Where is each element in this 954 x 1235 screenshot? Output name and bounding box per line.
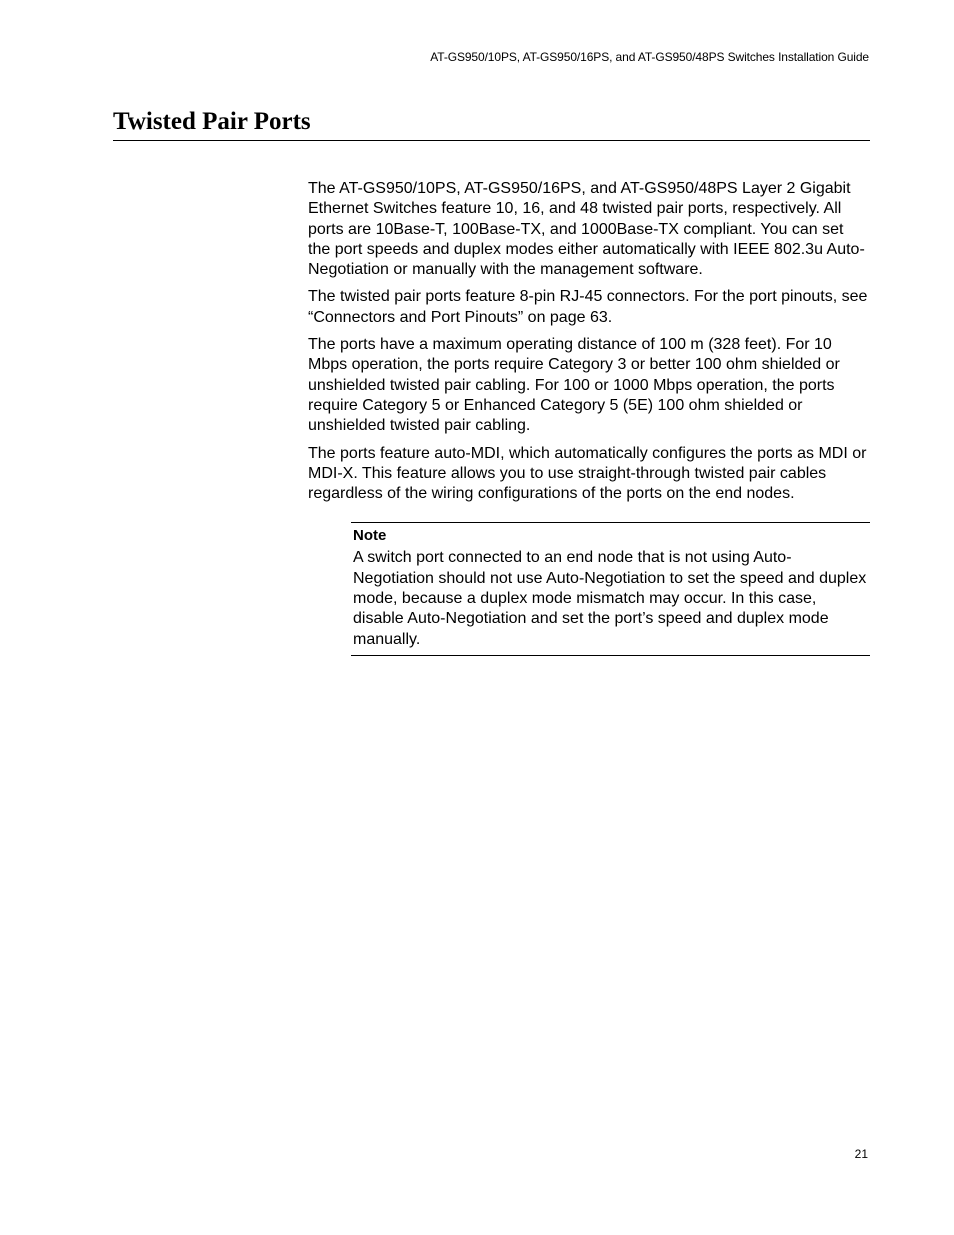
note-text: A switch port connected to an end node that is not using Auto-Negotiation should not use Auto-Negotiation to set the speed and duplex mode, because a duplex mode mismatch may occur. In this case, disable Auto-Negotiation and set the port’s speed and duplex mode manually. (353, 549, 867, 648)
paragraph-cabling: The ports have a maximum operating distance of 100 m (328 feet). For 10 Mbps operation, the ports require Category 3 or better 100 ohm shielded or unshielded twisted pair cabling. For 100 or 1000 Mbps operation, the ports require Category 5 or Enhanced Category 5 (5E) 100 ohm shielded or unshielded twisted pair cabling. (308, 336, 840, 435)
page-number: 21 (854, 1147, 868, 1161)
note-box (351, 522, 870, 655)
paragraph-connectors: The twisted pair ports feature 8-pin RJ-45 connectors. For the port pinouts, see “Connectors and Port Pinouts” on page 63. (308, 288, 868, 326)
title-divider (113, 140, 870, 141)
paragraph-auto-mdi: The ports feature auto-MDI, which automatically configures the ports as MDI or MDI-X. This feature allows you to use straight-through twisted pair cables regardless of the wiring configurations of the ports on the end nodes. (308, 444, 867, 503)
section-title: Twisted Pair Ports (113, 108, 311, 135)
note-label: Note (353, 527, 387, 545)
body-text (308, 179, 870, 656)
paragraph-overview: The AT-GS950/10PS, AT-GS950/16PS, and AT-GS950/48PS Layer 2 Gigabit Ethernet Switches feature 10, 16, and 48 twisted pair ports, respectively. All ports are 10Base-T, 100Base-TX, and 1000Base-TX compliant. You can set the port speeds and duplex modes either automatically with IEEE 802.3u Auto-Negotiation or manually with the management software. (308, 180, 865, 279)
running-header: AT-GS950/10PS, AT-GS950/16PS, and AT-GS950/48PS Switches Installation Guide (430, 50, 869, 64)
